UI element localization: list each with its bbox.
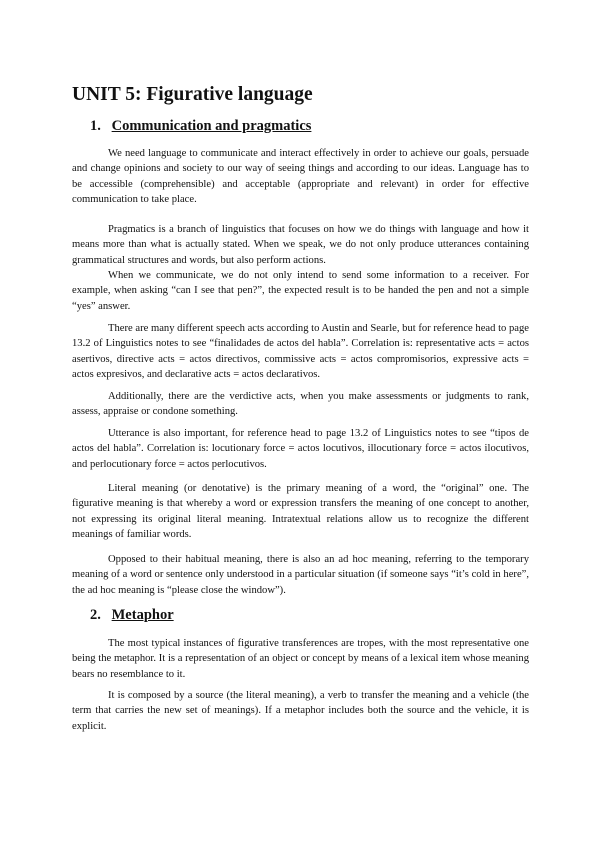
paragraph: There are many different speech acts according to Austin and Searle, but for reference head to page 13.2 of Linguistics notes to see “finalidades de actos del habla”. Correlation is: representative acts = actos asertivos, directive acts = actos directivos, commissive acts = actos compromisorios, expressive acts = actos expresivos, and declarative acts = actos declarativos. bbox=[72, 323, 529, 380]
paragraph: The most typical instances of figurative transferences are tropes, with the most representative one being the metaphor. It is a representation of an object or concept by means of a lexical item whose meaning bears no resemblance to it. bbox=[72, 638, 529, 680]
section-heading-metaphor bbox=[90, 607, 174, 624]
section-title: Communication and pragmatics bbox=[111, 118, 312, 134]
paragraph: Utterance is also important, for reference head to page 13.2 of Linguistics notes to see “tipos de actos del habla”. Correlation is: locutionary force = actos locutivos, illocutionary force = actos ilocutivos, and perlocutionary force = actos perlocutivos. bbox=[72, 428, 529, 470]
paragraph: Pragmatics is a branch of linguistics that focuses on how we do things with language and how it means more than what is actually stated. When we speak, we do not only produce utterances containing grammatical structures and words, but also perform actions. bbox=[72, 224, 529, 266]
paragraph: It is composed by a source (the literal meaning), a verb to transfer the meaning and a vehicle (the term that carries the new set of meanings). If a metaphor includes both the source and the vehicle, it is explicit. bbox=[72, 690, 529, 732]
section-title: Metaphor bbox=[111, 607, 174, 623]
unit-title: UNIT 5: Figurative language bbox=[72, 84, 313, 105]
paragraph: We need language to communicate and interact effectively in order to achieve our goals, persuade and change opinions and society to our way of seeing things and according to our ideas. Language has to be accessible (comprehensible) and acceptable (appropriate and relevant) in order for effective communication to take place. bbox=[72, 148, 529, 205]
section-number: 1. bbox=[90, 118, 101, 134]
section-heading-communication bbox=[90, 118, 311, 135]
paragraph: Opposed to their habitual meaning, there is also an ad hoc meaning, referring to the temporary meaning of a word or sentence only understood in a particular situation (if someone says “it’s cold in here”, the ad hoc meaning is “please close the window”). bbox=[72, 554, 529, 596]
section-number: 2. bbox=[90, 607, 101, 623]
paragraph: Literal meaning (or denotative) is the primary meaning of a word, the “original” one. The figurative meaning is that whereby a word or expression transfers the meaning of one concept to another, not expressing its original literal meaning. Intratextual relations allow us to recognize the different meanings of familiar words. bbox=[72, 483, 529, 540]
paragraph: Additionally, there are the verdictive acts, when you make assessments or judgments to rank, assess, appraise or condone something. bbox=[72, 391, 529, 418]
paragraph: When we communicate, we do not only intend to send some information to a receiver. For example, when asking “can I see that pen?”, the expected result is to be handed the pen and not a simple “yes” answer. bbox=[72, 270, 529, 312]
